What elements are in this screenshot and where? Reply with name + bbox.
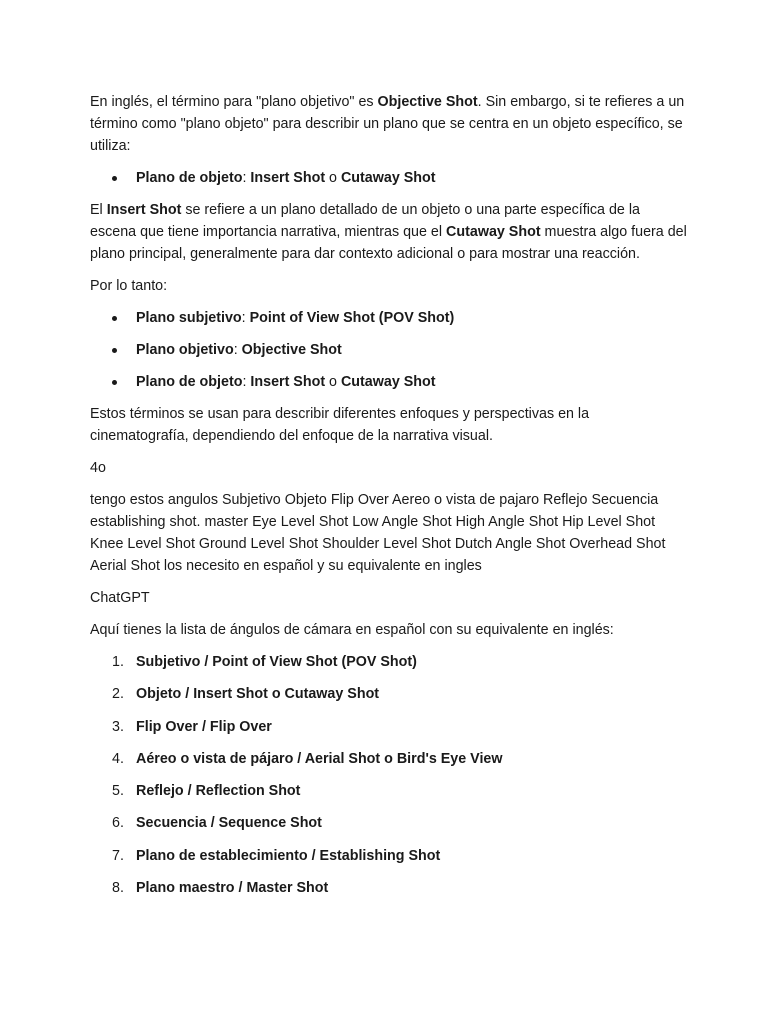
list-number: 3. (112, 718, 124, 735)
list-number: 6. (112, 815, 124, 832)
bold-term: Plano subjetivo (136, 310, 242, 326)
text: se refiere a un plano detallado de un objeto o una parte específica de la escena que tiene importancia narrativa, mientras que el (90, 202, 640, 240)
text: . Sin embargo, si te refieres a un término como "plano objeto" para describir un plano que se centra en un objeto específico, se utiliza: (90, 94, 685, 154)
bold-term: Plano de objeto (136, 170, 243, 186)
list-number: 2. (112, 686, 124, 703)
assistant-label: ChatGPT (90, 590, 150, 606)
list-item-text: Secuencia / Sequence Shot (136, 815, 322, 832)
list-item (90, 812, 690, 834)
bullet-icon (112, 380, 117, 385)
text: muestra algo fuera del plano principal, generalmente para dar contexto adicional o para mostrar una reacción. (90, 224, 687, 262)
text: El (90, 202, 107, 218)
list-item (90, 780, 690, 802)
list-item (90, 307, 690, 329)
list-item (90, 877, 690, 899)
bold-term: Insert Shot (250, 170, 326, 186)
text: o (325, 374, 341, 390)
list-item (90, 683, 690, 705)
list-item-text: Subjetivo / Point of View Shot (POV Shot) (136, 654, 417, 670)
bullet-list-a (90, 167, 690, 189)
intro-paragraph (90, 91, 690, 157)
list-item (90, 716, 690, 738)
list-item (90, 167, 690, 189)
bold-term: Plano objetivo (136, 342, 234, 358)
bold-term: Cutaway Shot (340, 170, 436, 186)
list-item-text: Aéreo o vista de pájaro / Aerial Shot o Bird's Eye View (136, 750, 503, 767)
bold-term: Plano de objeto (136, 374, 243, 390)
insert-cutaway-paragraph (90, 199, 690, 265)
list-number: 7. (112, 847, 124, 864)
list-item (90, 371, 690, 393)
list-item-text: Plano maestro / Master Shot (136, 880, 329, 897)
bold-term: Insert Shot (250, 374, 326, 390)
bullet-icon (112, 348, 117, 353)
numbered-list (90, 651, 690, 899)
bullet-icon (112, 316, 117, 321)
list-number: 8. (112, 880, 124, 897)
list-item (90, 845, 690, 867)
list-item (90, 339, 690, 361)
list-number: 1. (112, 654, 124, 670)
summary-paragraph: Estos términos se usan para describir diferentes enfoques y perspectivas en la cinematografía, dependiendo del enfoque de la narrativa visual. (90, 406, 590, 444)
text: En inglés, el término para "plano objetivo" es (90, 94, 378, 110)
user-prompt-paragraph: tengo estos angulos Subjetivo Objeto Flip Over Aereo o vista de pajaro Reflejo Secuencia establishing shot. master Eye Level Shot Low Angle Shot High Angle Shot Hip Level Shot Knee Level Shot Ground Level Shot Shoulder Level Shot Dutch Angle Shot Overhead Shot Aerial Shot los necesito en español y su equivalente en ingles (90, 492, 666, 574)
list-item-text: Reflejo / Reflection Shot (136, 783, 301, 800)
bold-term: Cutaway Shot (340, 374, 436, 390)
bullet-list-b (90, 307, 690, 393)
list-item (90, 651, 690, 673)
bold-term: Objective Shot (241, 342, 342, 358)
document-page (90, 91, 690, 909)
bold-term: Insert Shot (106, 202, 182, 218)
list-number: 4. (112, 750, 124, 767)
text: o (325, 170, 341, 186)
list-item-text: Plano de establecimiento / Establishing Shot (136, 847, 441, 864)
bold-term: Point of View Shot (POV Shot) (249, 310, 455, 326)
list-item-text: Objeto / Insert Shot o Cutaway Shot (136, 686, 380, 703)
bold-term: Cutaway Shot (446, 224, 541, 240)
text: : (242, 374, 251, 390)
por-lo-tanto-paragraph: Por lo tanto: (90, 278, 168, 294)
model-label: 4o (90, 460, 106, 476)
text: : (233, 342, 242, 358)
text: : (241, 310, 250, 326)
list-intro-paragraph: Aquí tienes la lista de ángulos de cámara en español con su equivalente en inglés: (90, 622, 614, 638)
list-item-text: Flip Over / Flip Over (136, 718, 272, 735)
list-item (90, 748, 690, 770)
list-number: 5. (112, 783, 124, 800)
bold-term: Objective Shot (377, 94, 478, 110)
text: : (242, 170, 251, 186)
bullet-icon (112, 176, 117, 181)
